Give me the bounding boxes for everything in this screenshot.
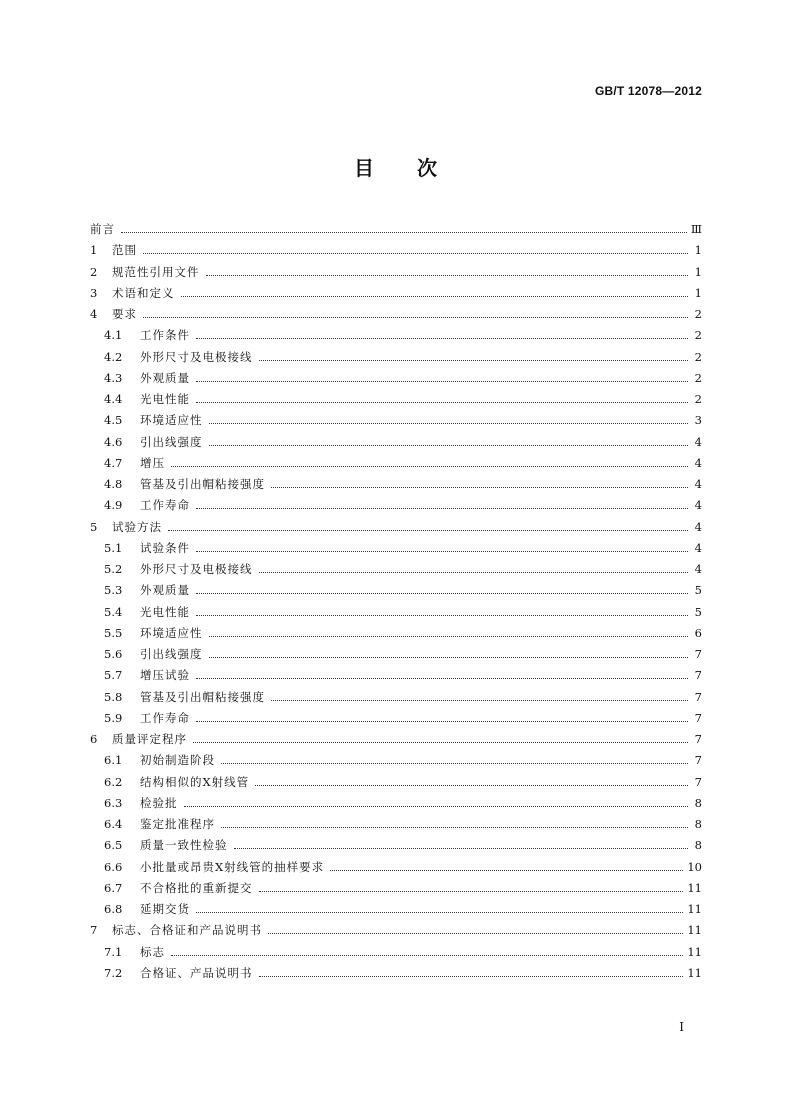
toc-entry-page: 4 bbox=[694, 562, 702, 576]
toc-entry-label: 环境适应性 bbox=[140, 625, 203, 640]
footer-page-number: I bbox=[679, 1020, 684, 1034]
toc-leader-dots bbox=[171, 466, 688, 467]
toc-entry-number: 4.9 bbox=[104, 498, 123, 513]
toc-entry-label: 范围 bbox=[112, 243, 137, 258]
toc-leader-dots bbox=[259, 891, 684, 892]
toc-leader-dots bbox=[121, 232, 687, 233]
toc-entry[interactable] bbox=[104, 941, 702, 959]
toc-entry-number: 4.1 bbox=[104, 328, 123, 343]
toc-leader-dots bbox=[196, 338, 688, 339]
toc-entry[interactable] bbox=[90, 728, 702, 746]
toc-entry-number: 4.4 bbox=[104, 392, 123, 406]
toc-entry-page: 1 bbox=[694, 264, 702, 279]
toc-entry[interactable] bbox=[104, 622, 702, 640]
toc-entry-page: 1 bbox=[694, 243, 702, 258]
toc-entry-page: 6 bbox=[694, 625, 702, 640]
toc-entry[interactable] bbox=[104, 898, 702, 916]
toc-entry-page: 4 bbox=[694, 519, 702, 534]
toc-entry-page: 4 bbox=[694, 477, 702, 491]
toc-entry-label: 增压 bbox=[140, 455, 165, 470]
toc-entry[interactable] bbox=[104, 664, 702, 682]
toc-entry-page: 3 bbox=[694, 413, 702, 428]
toc-entry[interactable] bbox=[104, 431, 702, 449]
toc-entry-number: 7.2 bbox=[104, 965, 123, 980]
toc-leader-dots bbox=[168, 530, 688, 531]
toc-entry[interactable] bbox=[104, 409, 702, 427]
toc-entry-page: 10 bbox=[687, 859, 702, 874]
toc-entry[interactable] bbox=[104, 813, 702, 831]
toc-leader-dots bbox=[268, 933, 683, 934]
toc-leader-dots bbox=[221, 763, 688, 764]
toc-entry-label: 管基及引出帽粘接强度 bbox=[140, 689, 265, 704]
toc-entry-number: 4.7 bbox=[104, 455, 123, 470]
toc-entry-number: 6.2 bbox=[104, 774, 123, 789]
toc-entry-page: 7 bbox=[694, 732, 702, 746]
toc-entry-page: 7 bbox=[694, 689, 702, 704]
toc-entry-label: 外观质量 bbox=[140, 583, 190, 598]
toc-entry[interactable] bbox=[104, 834, 702, 852]
toc-entry-label: 检验批 bbox=[140, 795, 178, 810]
toc-entry-number: 6.7 bbox=[104, 880, 123, 895]
toc-entry[interactable] bbox=[90, 261, 702, 279]
toc-leader-dots bbox=[259, 976, 684, 977]
toc-leader-dots bbox=[196, 678, 688, 679]
toc-entry[interactable] bbox=[104, 601, 702, 619]
toc-entry-page: 11 bbox=[687, 902, 702, 916]
toc-entry-number: 4.5 bbox=[104, 413, 123, 428]
title-char-1: 目 bbox=[354, 156, 375, 180]
toc-entry[interactable] bbox=[104, 367, 702, 385]
toc-entry-number: 4.8 bbox=[104, 477, 123, 491]
toc-entry[interactable] bbox=[104, 579, 702, 597]
toc-entry-page: 4 bbox=[694, 434, 702, 449]
toc-entry-page: 5 bbox=[694, 583, 702, 598]
toc-entry-number: 4.3 bbox=[104, 370, 123, 385]
toc-entry-number: 5.4 bbox=[104, 604, 123, 619]
toc-entry-number: 2 bbox=[90, 264, 98, 279]
toc-entry-page: 8 bbox=[694, 838, 702, 853]
toc-leader-dots bbox=[259, 360, 689, 361]
page-title bbox=[0, 152, 792, 181]
toc-leader-dots bbox=[206, 275, 689, 276]
toc-entry[interactable] bbox=[104, 558, 702, 576]
toc-entry-page: 11 bbox=[687, 923, 702, 938]
toc-entry-label: 引出线强度 bbox=[140, 434, 203, 449]
toc-entry-number: 5.7 bbox=[104, 668, 123, 683]
toc-entry-number: 6.6 bbox=[104, 859, 123, 874]
toc-entry[interactable] bbox=[104, 962, 702, 980]
toc-entry-label: 标志、合格证和产品说明书 bbox=[112, 923, 262, 938]
toc-entry-page: 7 bbox=[694, 647, 702, 661]
toc-entry[interactable] bbox=[104, 792, 702, 810]
toc-entry-label: 要求 bbox=[112, 307, 137, 321]
toc-entry[interactable] bbox=[104, 877, 702, 895]
toc-leader-dots bbox=[196, 593, 688, 594]
toc-entry[interactable] bbox=[90, 303, 702, 321]
toc-leader-dots bbox=[184, 806, 689, 807]
toc-entry-label: 延期交货 bbox=[140, 902, 190, 916]
toc-entry[interactable] bbox=[104, 771, 702, 789]
toc-entry-number: 5.8 bbox=[104, 689, 123, 704]
toc-leader-dots bbox=[143, 317, 688, 318]
toc-leader-dots bbox=[271, 700, 688, 701]
toc-entry-number: 5.9 bbox=[104, 710, 123, 725]
toc-entry[interactable] bbox=[104, 749, 702, 767]
toc-entry-page: 2 bbox=[694, 328, 702, 343]
toc-entry-label: 规范性引用文件 bbox=[112, 264, 200, 279]
toc-leader-dots bbox=[196, 381, 688, 382]
toc-entry-page: 7 bbox=[694, 668, 702, 683]
toc-entry-number: 5 bbox=[90, 519, 98, 534]
toc-entry-page: 2 bbox=[694, 307, 702, 321]
toc-entry-page: 11 bbox=[687, 880, 702, 895]
toc-entry-number: 6.8 bbox=[104, 902, 123, 916]
toc-entry[interactable] bbox=[104, 686, 702, 704]
toc-entry-page: 7 bbox=[694, 753, 702, 768]
toc-entry-number: 1 bbox=[90, 243, 98, 258]
toc-entry-number: 6.1 bbox=[104, 753, 123, 768]
toc-leader-dots bbox=[209, 636, 689, 637]
toc-entry[interactable] bbox=[104, 856, 702, 874]
toc-entry-number: 4.6 bbox=[104, 434, 123, 449]
toc-leader-dots bbox=[196, 721, 688, 722]
toc-leader-dots bbox=[330, 870, 683, 871]
toc-entry-page: 7 bbox=[694, 710, 702, 725]
toc-entry[interactable] bbox=[104, 346, 702, 364]
toc-leader-dots bbox=[234, 848, 689, 849]
toc-leader-dots bbox=[209, 657, 689, 658]
toc-entry-page: 2 bbox=[694, 392, 702, 406]
toc-entry-label: 工作寿命 bbox=[140, 710, 190, 725]
toc-leader-dots bbox=[271, 487, 688, 488]
toc-entry-label: 结构相似的X射线管 bbox=[140, 774, 250, 789]
toc-leader-dots bbox=[209, 445, 689, 446]
toc-entry-number: 6.5 bbox=[104, 838, 123, 853]
toc-entry-label: 光电性能 bbox=[140, 604, 190, 619]
toc-entry-page: 8 bbox=[694, 817, 702, 831]
toc-entry[interactable] bbox=[104, 707, 702, 725]
toc-entry-number: 5.2 bbox=[104, 562, 123, 576]
toc-entry[interactable] bbox=[104, 473, 702, 491]
toc-entry-label: 工作寿命 bbox=[140, 498, 190, 513]
toc-entry-label: 质量一致性检验 bbox=[140, 838, 228, 853]
toc-entry-page: 2 bbox=[694, 349, 702, 364]
toc-entry-page: 5 bbox=[694, 604, 702, 619]
toc-entry-label: 鉴定批准程序 bbox=[140, 817, 215, 831]
toc-leader-dots bbox=[196, 912, 683, 913]
toc-entry-label: 外观质量 bbox=[140, 370, 190, 385]
toc-entry-label: 试验条件 bbox=[140, 540, 190, 555]
toc-entry-number: 3 bbox=[90, 285, 98, 300]
toc-entry[interactable] bbox=[104, 452, 702, 470]
toc-entry-label: 环境适应性 bbox=[140, 413, 203, 428]
toc-entry-page: 4 bbox=[694, 540, 702, 555]
toc-entry-number: 6 bbox=[90, 732, 98, 746]
toc-entry-label: 外形尺寸及电极接线 bbox=[140, 562, 253, 576]
toc-leader-dots bbox=[255, 785, 688, 786]
toc-leader-dots bbox=[221, 827, 688, 828]
toc-entry-page: 4 bbox=[694, 455, 702, 470]
toc-entry-page: 11 bbox=[687, 944, 702, 959]
toc-leader-dots bbox=[196, 508, 688, 509]
toc-leader-dots bbox=[196, 402, 688, 403]
toc-entry[interactable] bbox=[104, 537, 702, 555]
toc-entry-label: 试验方法 bbox=[112, 519, 162, 534]
toc-leader-dots bbox=[259, 572, 689, 573]
toc-entry-label: 初始制造阶段 bbox=[140, 753, 215, 768]
toc-entry-label: 不合格批的重新提交 bbox=[140, 880, 253, 895]
toc-entry-page: 8 bbox=[694, 795, 702, 810]
toc-entry-page: 4 bbox=[694, 498, 702, 513]
toc-entry-label: 合格证、产品说明书 bbox=[140, 965, 253, 980]
toc-entry[interactable] bbox=[104, 643, 702, 661]
toc-entry[interactable] bbox=[90, 516, 702, 534]
toc-entry-label: 管基及引出帽粘接强度 bbox=[140, 477, 265, 491]
toc-entry-number: 4 bbox=[90, 307, 98, 321]
toc-entry-label: 标志 bbox=[140, 944, 165, 959]
toc-leader-dots bbox=[196, 615, 688, 616]
toc-entry-label: 增压试验 bbox=[140, 668, 190, 683]
toc-entry-label: 前言 bbox=[90, 222, 115, 236]
toc-entry[interactable] bbox=[90, 282, 702, 300]
toc-entry[interactable] bbox=[90, 218, 702, 236]
toc-leader-dots bbox=[209, 423, 689, 424]
toc-entry-page: Ⅲ bbox=[690, 222, 702, 236]
toc-entry[interactable] bbox=[104, 388, 702, 406]
toc-entry-number: 5.6 bbox=[104, 647, 123, 661]
title-char-2: 次 bbox=[417, 156, 438, 180]
standard-code: GB/T 12078—2012 bbox=[594, 84, 702, 98]
toc-entry-label: 小批量或昂贵X射线管的抽样要求 bbox=[140, 859, 325, 874]
toc-entry-label: 外形尺寸及电极接线 bbox=[140, 349, 253, 364]
toc-leader-dots bbox=[196, 551, 688, 552]
toc-leader-dots bbox=[171, 955, 683, 956]
toc-entry-page: 11 bbox=[687, 965, 702, 980]
toc-entry-label: 术语和定义 bbox=[112, 285, 175, 300]
toc-entry[interactable] bbox=[104, 324, 702, 342]
toc-entry[interactable] bbox=[104, 494, 702, 512]
toc-entry-page: 7 bbox=[694, 774, 702, 789]
toc-leader-dots bbox=[193, 742, 688, 743]
toc-entry-number: 6.4 bbox=[104, 817, 123, 831]
toc-entry-label: 光电性能 bbox=[140, 392, 190, 406]
toc-entry-page: 2 bbox=[694, 370, 702, 385]
toc-entry-number: 6.3 bbox=[104, 795, 123, 810]
toc-entry[interactable] bbox=[90, 919, 702, 937]
toc-entry-number: 7.1 bbox=[104, 944, 123, 959]
toc-entry[interactable] bbox=[90, 239, 702, 257]
toc-entry-label: 质量评定程序 bbox=[112, 732, 187, 746]
toc-leader-dots bbox=[181, 296, 689, 297]
toc-entry-number: 4.2 bbox=[104, 349, 123, 364]
toc-entry-number: 5.1 bbox=[104, 540, 123, 555]
toc-leader-dots bbox=[143, 253, 688, 254]
toc-entry-number: 7 bbox=[90, 923, 98, 938]
toc-entry-number: 5.3 bbox=[104, 583, 123, 598]
toc-entry-label: 引出线强度 bbox=[140, 647, 203, 661]
toc-entry-label: 工作条件 bbox=[140, 328, 190, 343]
toc-entry-page: 1 bbox=[694, 285, 702, 300]
toc-entry-number: 5.5 bbox=[104, 625, 123, 640]
